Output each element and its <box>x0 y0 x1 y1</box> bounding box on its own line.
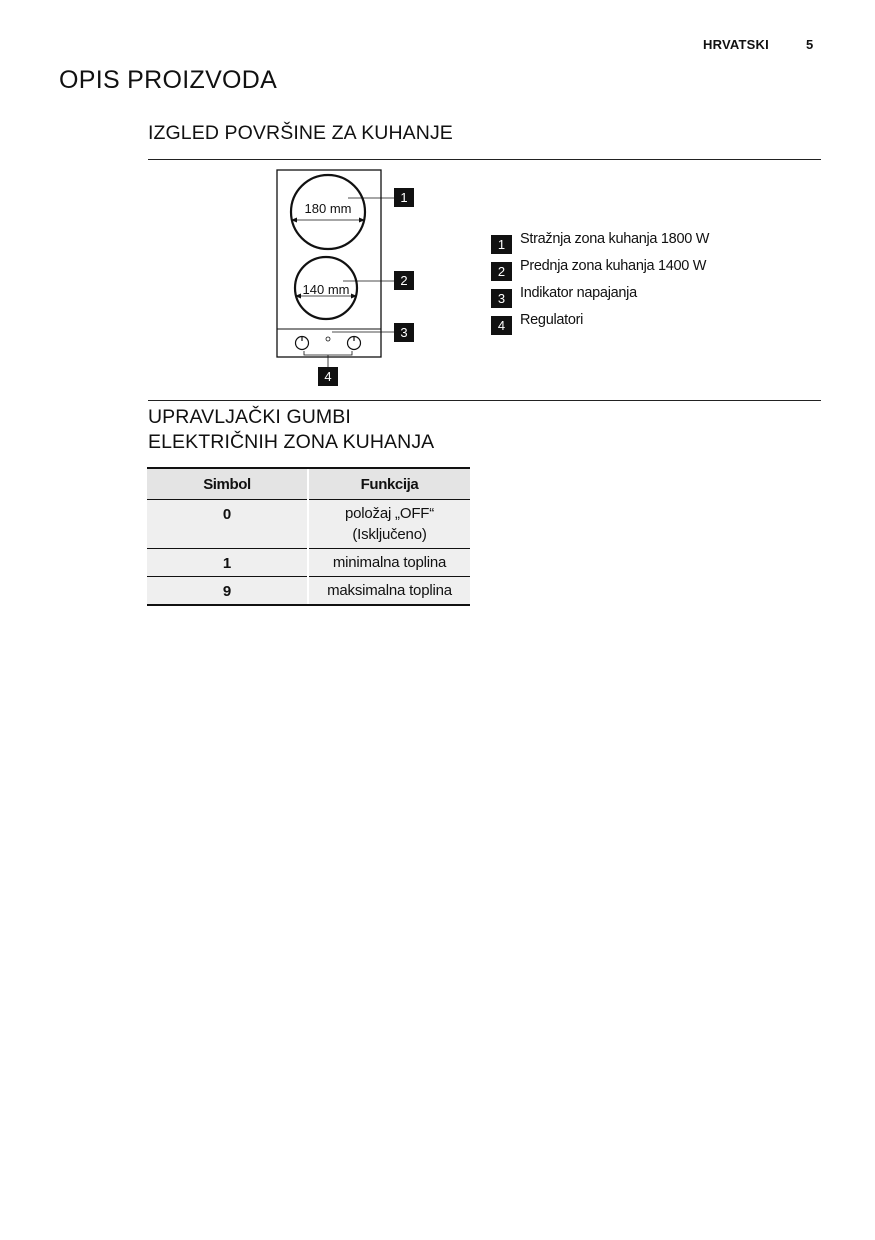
function-line: (Isključeno) <box>352 526 427 543</box>
table-row <box>147 549 470 577</box>
callout-4: 4 <box>324 369 332 384</box>
callout-2: 2 <box>400 273 408 288</box>
table-row <box>147 577 470 606</box>
section-divider <box>148 159 821 160</box>
symbol-cell: 9 <box>147 577 308 606</box>
legend-number: 1 <box>491 235 512 254</box>
section-title-line: UPRAVLJAČKI GUMBI <box>148 406 351 428</box>
legend-text: Stražnja zona kuhanja 1800 W <box>520 230 710 247</box>
function-line: minimalna toplina <box>332 554 447 571</box>
cooktop-diagram <box>260 165 440 390</box>
legend-item <box>491 283 709 310</box>
legend-text: Regulatori <box>520 311 584 328</box>
symbol-cell: 1 <box>147 549 308 577</box>
function-cell <box>308 577 470 606</box>
legend-text: Prednja zona kuhanja 1400 W <box>520 257 707 274</box>
function-line: položaj „OFF“ <box>344 505 435 522</box>
legend-number: 4 <box>491 316 512 335</box>
page-title: OPIS PROIZVODA <box>59 66 278 94</box>
section-divider <box>148 400 821 401</box>
column-header-symbol: Simbol <box>147 468 308 500</box>
front-zone-size-label: 140 mm <box>302 282 350 297</box>
function-cell <box>308 549 470 577</box>
section-title-line: ELEKTRIČNIH ZONA KUHANJA <box>148 431 435 453</box>
rear-zone-size-label: 180 mm <box>304 201 352 216</box>
callout-3: 3 <box>400 325 408 340</box>
table-row <box>147 500 470 549</box>
page-number: 5 <box>806 37 814 52</box>
column-header-function: Funkcija <box>308 468 470 500</box>
power-indicator <box>326 337 330 341</box>
legend-number: 3 <box>491 289 512 308</box>
symbol-cell: 0 <box>147 500 308 549</box>
header-language: HRVATSKI <box>703 37 769 52</box>
table-header-row <box>147 468 470 500</box>
function-line: maksimalna toplina <box>327 582 452 599</box>
legend-text: Indikator napajanja <box>520 284 637 301</box>
section-title-control-knobs <box>148 405 434 455</box>
callout-1: 1 <box>400 190 408 205</box>
legend-number: 2 <box>491 262 512 281</box>
function-cell <box>308 500 470 549</box>
legend-item <box>491 256 709 283</box>
control-knob-table <box>147 467 470 606</box>
legend-item <box>491 229 709 256</box>
section-title-cooktop-layout: IZGLED POVRŠINE ZA KUHANJE <box>148 122 453 144</box>
legend-item <box>491 310 709 337</box>
diagram-legend <box>491 229 709 337</box>
